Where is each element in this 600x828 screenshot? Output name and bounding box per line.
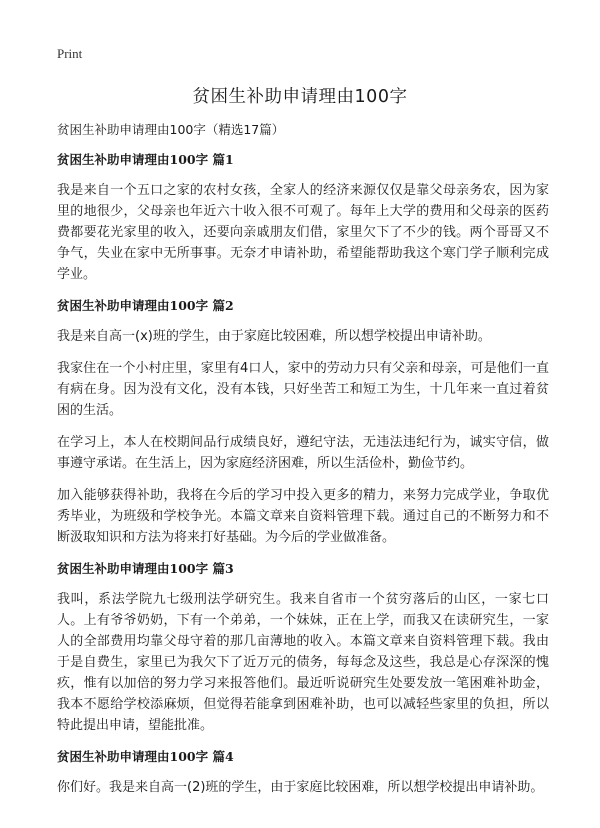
paragraph: 加入能够获得补助，我将在今后的学习中投入更多的精力，来努力完成学业，争取优秀毕业，为班级和学校争光。本篇文章来自资料管理下载。通过自己的不断努力和不断汲取知识和方法为将来打好基础。为今后的学业做准备。: [57, 488, 549, 545]
document-subtitle: 贫困生补助申请理由100字（精选17篇）: [57, 122, 285, 137]
section-4: [57, 747, 549, 798]
document-content: [57, 150, 549, 809]
print-label: Print: [57, 46, 83, 61]
section-heading: 贫困生补助申请理由100字 篇1: [57, 152, 234, 167]
paragraph: 我是来自高一(x)班的学生，由于家庭比较困难，所以想学校提出申请补助。: [57, 329, 491, 344]
paragraph: 我叫，系法学院九七级刑法学研究生。我来自省市一个贫穷落后的山区，一家七口人。上有爷爷奶奶，下有一个弟弟，一个妹妹，正在上学，而我又在读研究生，一家人的全部费用均靠父母守着的那几亩薄地的收入。本篇文章来自资料管理下载。我由于是自费生，家里已为我欠下了近万元的债务，每每念及这些，我总是心存深深的愧疚，惟有以加倍的努力学习来报答他们。最近听说研究生处要发放一笔困难补助金，我本不愿给学校添麻烦，但觉得若能拿到困难补助，也可以减轻些家里的负担，所以特此提出申请，望能批准。: [57, 592, 549, 733]
section-1: [57, 150, 549, 285]
section-heading: 贫困生补助申请理由100字 篇4: [57, 749, 234, 764]
section-3: [57, 559, 549, 736]
section-heading: 贫困生补助申请理由100字 篇3: [57, 561, 234, 576]
paragraph: 你们好。我是来自高一(2)班的学生，由于家庭比较困难，所以想学校提出申请补助。: [57, 780, 544, 795]
paragraph: 我是来自一个五口之家的农村女孩，全家人的经济来源仅仅是靠父母亲务农，因为家里的地很少，父母亲也年近六十收入很不可观了。每年上大学的费用和父母亲的医药费都要花光家里的收入，还要向亲戚朋友们借，家里欠下了不少的钱。两个哥哥又不争气，失业在家中无所事事。无奈才申请补助，希望能帮助我这个寒门学子顺利完成学业。: [57, 183, 549, 282]
section-heading: 贫困生补助申请理由100字 篇2: [57, 298, 234, 313]
section-2: [57, 296, 549, 548]
paragraph: 在学习上，本人在校期间品行成绩良好，遵纪守法，无违法违纪行为，诚实守信，做事遵守承诺。在生活上，因为家庭经济困难，所以生活俭朴，勤俭节约。: [57, 435, 549, 471]
paragraph: 我家住在一个小村庄里，家里有4口人，家中的劳动力只有父亲和母亲，可是他们一直有病在身。因为没有文化，没有本钱，只好坐苦工和短工为生，十几年来一直过着贫困的生活。: [57, 361, 549, 418]
page-title: 贫困生补助申请理由100字: [192, 87, 408, 107]
